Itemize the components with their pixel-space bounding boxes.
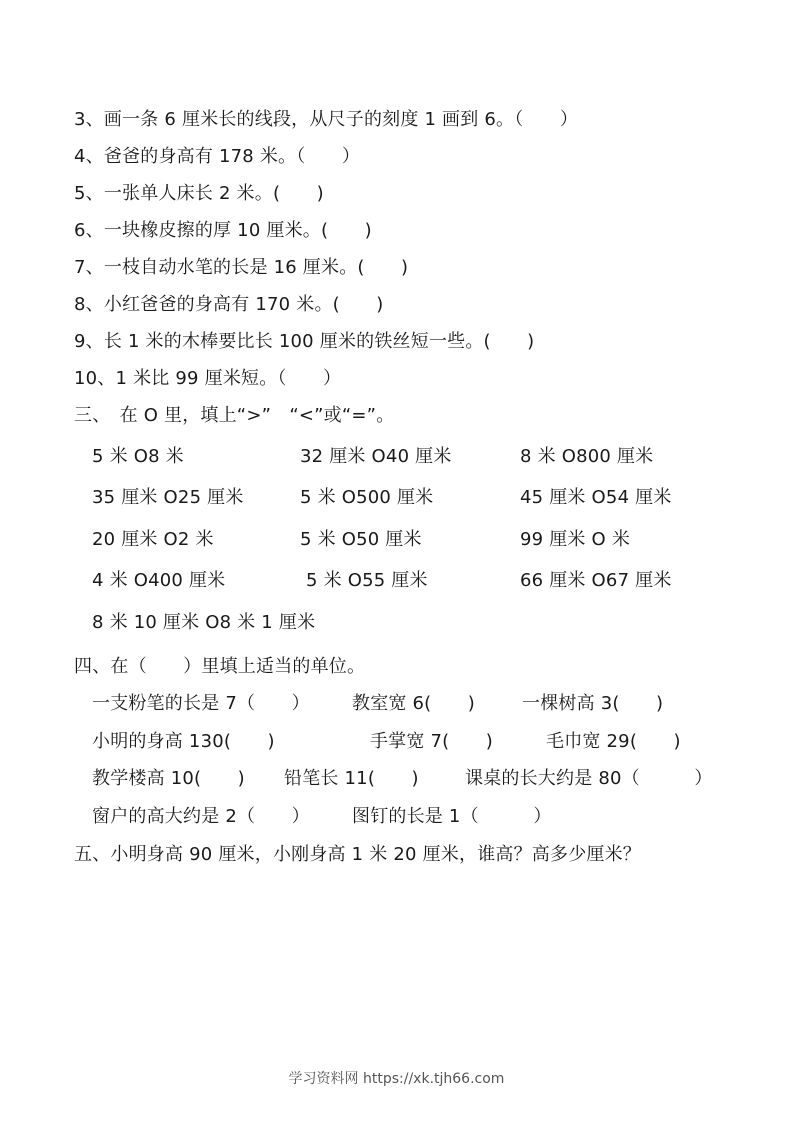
compare-item: 8 米 O800 厘米 xyxy=(520,446,654,467)
unit-item: 一棵树高 3( ) xyxy=(522,693,664,714)
compare-item: 66 厘米 O67 厘米 xyxy=(520,570,672,591)
compare-item: 5 米 O50 厘米 xyxy=(300,529,422,550)
compare-item: 35 厘米 O25 厘米 xyxy=(92,487,244,508)
unit-item: 毛巾宽 29( ) xyxy=(546,731,681,752)
section5-question: 五、小明身高 90 厘米，小刚身高 1 米 20 厘米，谁高？高多少厘米？ xyxy=(74,844,641,865)
unit-item: 教学楼高 10( ) xyxy=(92,768,245,789)
compare-item: 45 厘米 O54 厘米 xyxy=(520,487,672,508)
compare-item: 5 米 O8 米 xyxy=(92,446,184,467)
compare-item: 5 米 O500 厘米 xyxy=(300,487,434,508)
judge-item-3: 3、画一条 6 厘米长的线段，从尺子的刻度 1 画到 6。（ ） xyxy=(74,109,579,130)
unit-item: 小明的身高 130( ) xyxy=(92,731,275,752)
section3-title: 三、 在 O 里，填上“>” “<”或“=”。 xyxy=(74,405,395,426)
judge-item-4: 4、爸爸的身高有 178 米。（ ） xyxy=(74,146,361,167)
unit-item: 教室宽 6( ) xyxy=(352,693,476,714)
unit-item: 手掌宽 7( ) xyxy=(370,731,494,752)
compare-item: 32 厘米 O40 厘米 xyxy=(300,446,452,467)
section4-title: 四、在（ ）里填上适当的单位。 xyxy=(74,656,366,677)
judge-item-6: 6、一块橡皮擦的厚 10 厘米。( ) xyxy=(74,220,372,241)
unit-item: 铅笔长 11( ) xyxy=(284,768,419,789)
compare-item: 4 米 O400 厘米 xyxy=(92,570,226,591)
unit-item: 图钉的长是 1（ ） xyxy=(352,806,552,827)
compare-item: 8 米 10 厘米 O8 米 1 厘米 xyxy=(92,612,316,633)
unit-item: 一支粉笔的长是 7（ ） xyxy=(92,693,310,714)
judge-item-5: 5、一张单人床长 2 米。( ) xyxy=(74,183,324,204)
unit-item: 课桌的长大约是 80（ ） xyxy=(465,768,713,789)
judge-item-9: 9、长 1 米的木棒要比长 100 厘米的铁丝短一些。( ) xyxy=(74,331,535,352)
judge-item-8: 8、小红爸爸的身高有 170 米。( ) xyxy=(74,294,384,315)
compare-item: 20 厘米 O2 米 xyxy=(92,529,214,550)
judge-item-7: 7、一枝自动水笔的长是 16 厘米。( ) xyxy=(74,257,409,278)
page-footer: 学习资料网 https://xk.tjh66.com xyxy=(288,1071,505,1087)
compare-item: 99 厘米 O 米 xyxy=(520,529,631,550)
unit-item: 窗户的高大约是 2（ ） xyxy=(92,806,310,827)
compare-item: 5 米 O55 厘米 xyxy=(306,570,428,591)
judge-item-10: 10、1 米比 99 厘米短。（ ） xyxy=(74,368,342,389)
